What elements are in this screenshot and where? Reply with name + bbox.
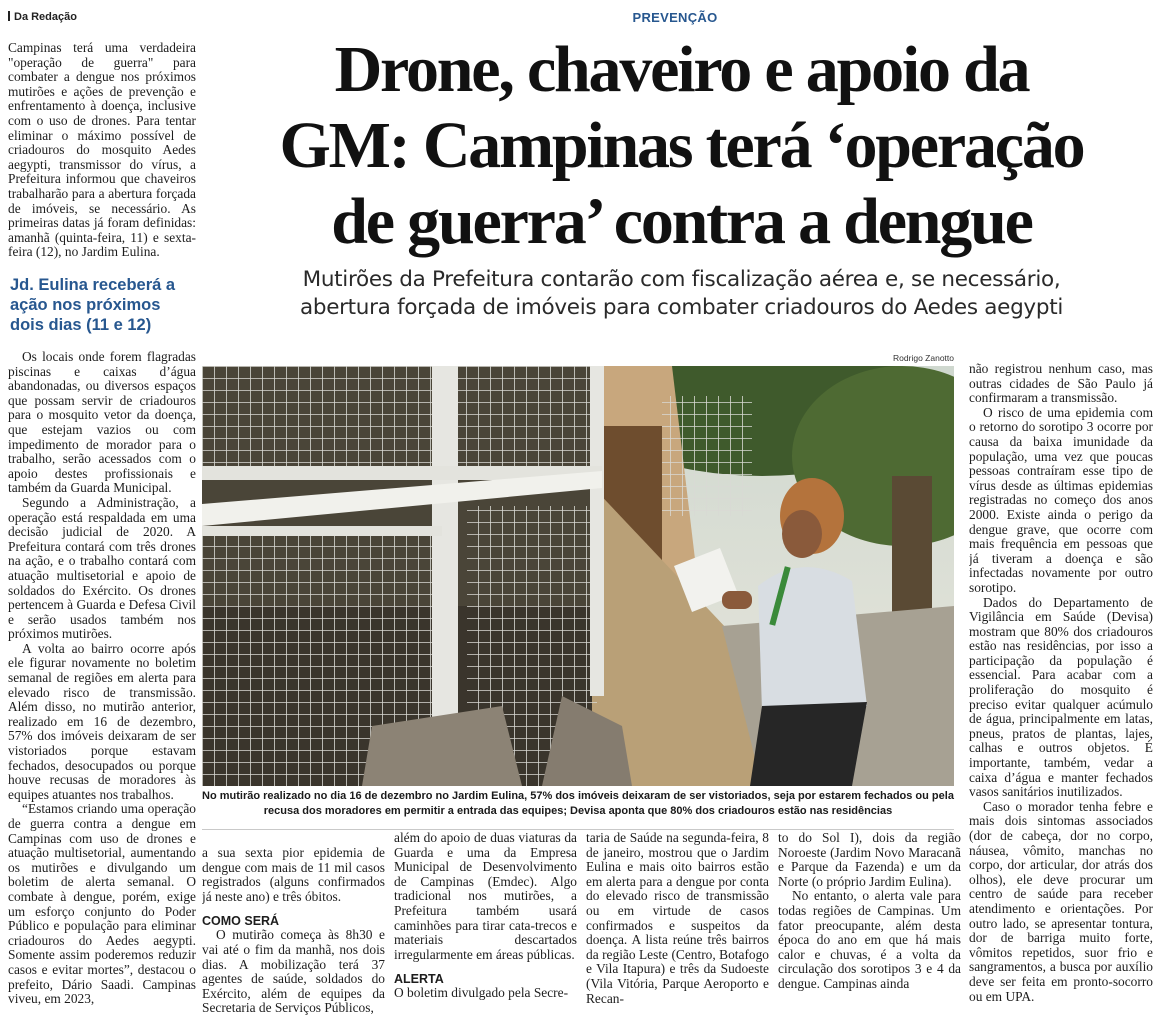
paragraph: O risco de uma epidemia com o retorno do sorotipo 3 ocorre por causa da baixa imunidade da população, uma vez que poucas pessoas contraíram esse tipo de vírus desde as últimas epidemias registradas no começo dos anos 2000. Existe ainda o perigo da dengue grave, que ocorre com mais frequência em pessoas que já tiveram a doença e são infectadas novamente por outro sorotipo. <box>969 404 1153 595</box>
paragraph: O mutirão começa às 8h30 e vai até o fim da manhã, nos dois dias. A mobilização terá 37 agentes de saúde, soldados do Exército, além de equipes da Secretaria de Serviços Públicos, <box>202 927 385 1016</box>
paragraph: Dados do Departamento de Vigilância em Saúde (Devisa) mostram que 80% dos criadouros estão nas residências, por isso a participação da população é essencial. Para acabar com a proliferação do mosquito é preciso evitar qualquer acúmulo de água, principalmente em latas, pneus, pratos de plantas, lajes, calhas e outros objetos. É importante, também, vedar a caixa d’água e manter fechados vasos sanitários inutilizados. <box>969 594 1153 800</box>
paragraph: não registrou nenhum caso, mas outras cidades de São Paulo já confirmaram a transmissão. <box>969 362 1153 406</box>
left-column <box>8 350 196 1018</box>
headline-line: Drone, chaveiro e apoio da <box>334 33 1029 106</box>
paragraph: A volta ao bairro ocorre após ele figurar novamente no boletim semanal de regiões em alerta para elevado risco de transmissão. Além disso, no mutirão anterior, realizado em 16 de dezembro, 57% dos imóveis deixaram de ser vistoriados porque estavam fechados, desocupados ou porque houve recusas de moradores às equipes atuantes nos trabalhos. <box>8 640 196 802</box>
photo-credit: Rodrigo Zanotto <box>893 353 954 363</box>
divider <box>202 829 954 830</box>
section-kicker: PREVENÇÃO <box>632 10 718 25</box>
headline <box>214 32 1149 260</box>
right-column <box>969 362 1153 1018</box>
paragraph: Os locais onde forem flagradas piscinas e caixas d’água abandonadas, ou diversos espaços que possam servir de criadouros para o mosquito vetor da doença, que estejam vazios ou com impedimento de morador para o trabalho, serão acessados com o apoio destes profissionais e também da Guarda Municipal. <box>8 350 196 496</box>
caption-line: No mutirão realizado no dia 16 de dezembro no Jardim Eulina, 57% dos imóveis deixaram de ser vistoriados, seja por estarem fechados ou pela <box>202 790 954 802</box>
section-subhead: Jd. Eulina receberá a ação nos próximos dois dias (11 e 12) <box>10 276 176 334</box>
bottom-column-2 <box>394 831 577 1022</box>
paragraph: No entanto, o alerta vale para todas regiões de Campinas. Um fator preocupante, além desta época do ano em que há mais calor e chuvas, é a volta da circulação dos sorotipos 3 e 4 da dengue. Campinas ainda <box>778 888 961 991</box>
paragraph: além do apoio de duas viaturas da Guarda e uma da Empresa Municipal de Desenvolvimento de Campinas (Emdec). Algo tradicional nos mutirões, a Prefeitura também usará caminhões para tirar cata-trecos e materiais descartados irregularmente em áreas públicas. <box>394 831 577 962</box>
bottom-column-3 <box>586 831 769 1022</box>
bottom-column-1 <box>202 846 385 1022</box>
paragraph: O boletim divulgado pela Secre- <box>394 985 569 1001</box>
section-title: COMO SERÁ <box>202 914 280 929</box>
paragraph: to do Sol I), dois da região Noroeste (Jardim Novo Maracanã e Parque da Fazenda) e um da Norte (o próprio Jardim Eulina). <box>778 831 961 889</box>
caption-line: recusa dos moradores em permitir a entrada das equipes; Devisa aponta que 80% dos criadouros estão nas residências <box>263 804 893 817</box>
headline-line: GM: Campinas terá ‘operação <box>279 109 1084 182</box>
headline-line: de guerra’ contra a dengue <box>331 185 1032 258</box>
photo-caption <box>202 789 954 818</box>
byline: Da Redação <box>8 11 77 23</box>
paragraph: Segundo a Administração, a operação está respaldada em uma decisão judicial de 2020. A Prefeitura contará com três drones na ação, e o trabalho contará com atuação multisetorial e apoio de soldados do Exército. Os drones pertencem à Guarda e Defesa Civil e serão usados também nos próximos mutirões. <box>8 494 196 642</box>
lead-paragraph <box>8 41 196 266</box>
news-photo <box>202 366 954 786</box>
dek-line: abertura forçada de imóveis para combater criadouros do Aedes aegypti <box>299 295 1064 320</box>
paragraph: a sua sexta pior epidemia de dengue com mais de 11 mil casos registrados (alguns confirmados já neste ano) e três óbitos. <box>202 846 385 904</box>
paragraph: “Estamos criando uma operação de guerra contra a dengue em Campinas com uso de drones e atuação multisetorial, aumentando os mutirões e divulgando um boletim de alerta semanal. O combate à dengue, porém, exige um esforço conjunto do Poder Público e população para eliminar criadouros do Aedes aegypti. Somente assim poderemos reduzir casos e evitar mortes”, destacou o prefeito, Dário Saadi. Campinas viveu, em 2023, <box>8 801 196 1007</box>
paragraph: Caso o morador tenha febre e mais dois sintomas associados (dor de cabeça, dor no corpo, náusea, vômito, manchas no corpo, dor articular, dor atrás dos olhos), ele deve procurar um centro de saúde para receber atendimento e orientações. Por outro lado, se apresentar tontura, dor de barriga muito forte, vômitos repetidos, suor frio e sangramentos, a busca por auxílio deve ser feita em pronto-socorro ou em UPA. <box>969 798 1153 1004</box>
paragraph: taria de Saúde na segunda-feira, 8 de janeiro, mostrou que o Jardim Eulina e mais oito bairros estão em alerta para a dengue por conta do elevado risco de transmissão ou em virtude de casos confirmados e suspeitos da doença. A lista reúne três bairros da região Leste (Centro, Botafogo e Vila Itapura) e três da Sudoeste (Vila Vitória, Parque Aeroporto e Recan- <box>586 831 769 1006</box>
lead-text: Campinas terá uma verdadeira "operação de guerra" para combater a dengue nos próximos mutirões e ações de prevenção e enfrentamento à doença, inclusive com o uso de drones. Para tentar eliminar o máximo possível de criadouros do mosquito Aedes aegypti, transmissor do vírus, a Prefeitura informou que chaveiros trabalharão para a abertura forçada de imóveis, se necessário. As primeiras datas já foram definidas: amanhã (quinta-feira, 11) e sexta-feira (12), no Jardim Eulina. <box>8 41 196 260</box>
section-title: ALERTA <box>394 972 444 987</box>
photo-illustration <box>202 366 954 786</box>
subheadline-dek <box>214 266 1149 322</box>
bottom-column-4 <box>778 831 961 1022</box>
dek-line: Mutirões da Prefeitura contarão com fiscalização aérea e, se necessário, <box>302 267 1061 292</box>
